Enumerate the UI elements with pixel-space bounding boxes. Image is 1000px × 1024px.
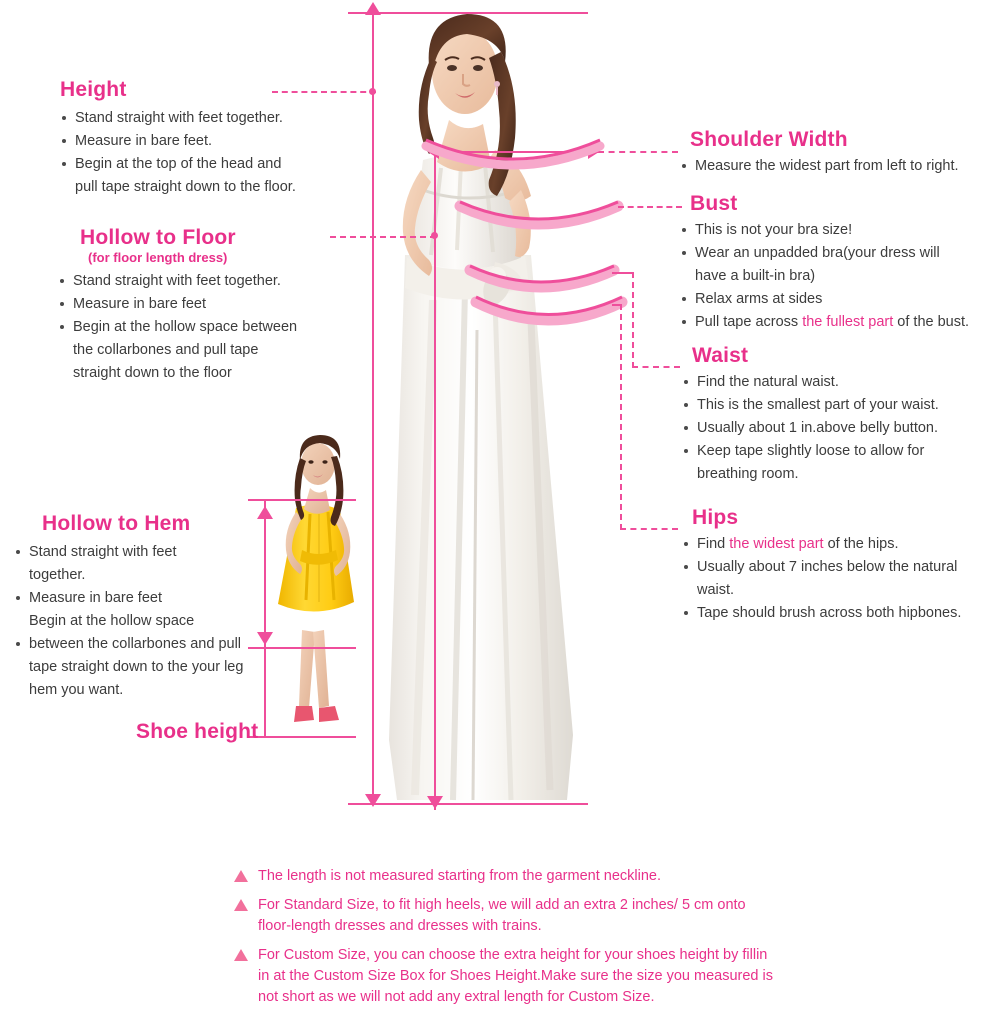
height-arrow-bottom	[365, 794, 381, 807]
note-2	[232, 895, 872, 937]
list-item: This is the smallest part of your waist.	[682, 395, 992, 415]
waist-connector-label	[632, 366, 680, 368]
list-item: Stand straight with feet together.	[60, 108, 360, 128]
list-item: straight down to the floor	[73, 365, 232, 381]
warning-triangle-icon	[234, 870, 248, 882]
height-top-cap	[348, 12, 588, 14]
list-item: the collarbones and pull tape	[73, 342, 259, 358]
list-item: Usually about 7 inches below the natural	[682, 557, 992, 577]
note-line: not short as we will not add any extral length for Custom Size.	[258, 989, 655, 1005]
shoe-height-header: Shoe height	[136, 720, 259, 743]
list-item: Relax arms at sides	[680, 289, 998, 309]
hips-highlight: the widest part	[729, 536, 824, 552]
shoulder-width-header: Shoulder Width	[690, 128, 848, 151]
hips-header: Hips	[692, 506, 739, 529]
hollow-to-floor-bullets	[46, 271, 356, 383]
hollow-to-floor-subtitle: (for floor length dress)	[88, 250, 228, 265]
list-item: Stand straight with feet	[14, 542, 272, 562]
hollow-to-hem-section	[14, 512, 272, 703]
hips-section	[692, 506, 992, 626]
list-item: Keep tape slightly loose to allow for	[682, 441, 992, 461]
list-item: Measure in bare feet.	[60, 131, 360, 151]
list-item: Measure in bare feet	[58, 294, 356, 314]
list-item: pull tape straight down to the floor.	[75, 179, 296, 195]
list-item: tape straight down to the your leg	[29, 659, 244, 675]
bust-connector	[618, 206, 682, 208]
list-item: waist.	[697, 582, 735, 598]
list-item: Find the natural waist.	[682, 372, 992, 392]
note-line: The length is not measured starting from the garment neckline.	[258, 868, 661, 884]
note-1	[232, 866, 872, 887]
shoulder-tape-curve	[418, 136, 608, 178]
hollow-to-hem-top-cap	[248, 499, 356, 501]
list-item: Begin at the top of the head and	[60, 154, 360, 174]
waist-bullets	[682, 372, 992, 484]
note-line: For Standard Size, to fit high heels, we will add an extra 2 inches/ 5 cm onto	[258, 897, 746, 913]
warning-triangle-icon	[234, 949, 248, 961]
list-item: hem you want.	[29, 682, 124, 698]
hips-connector-label	[620, 528, 678, 530]
footer-notes	[232, 866, 872, 1016]
note-line: For Custom Size, you can choose the extra height for your shoes height by fillin	[258, 947, 768, 963]
list-item: Measure the widest part from left to right.	[680, 156, 990, 176]
height-bottom-cap	[348, 803, 588, 805]
list-item: Tape should brush across both hipbones.	[682, 603, 992, 623]
warning-triangle-icon	[234, 899, 248, 911]
list-item: Pull tape across the fullest part of the bust.	[680, 312, 998, 332]
waist-header: Waist	[692, 344, 749, 367]
list-item: together.	[29, 567, 86, 583]
list-item: have a built-in bra)	[695, 268, 816, 284]
shoulder-width-connector	[598, 151, 678, 153]
list-item: Measure in bare feet	[14, 588, 272, 608]
bust-header: Bust	[690, 192, 738, 215]
hollow-to-floor-header: Hollow to Floor	[80, 226, 236, 249]
shoe-height-cap	[248, 736, 356, 738]
hollow-to-floor-section	[46, 226, 356, 386]
list-item: Begin at the hollow space between	[58, 317, 356, 337]
bust-tape-curve	[450, 198, 630, 244]
bust-bullets	[680, 220, 998, 332]
hips-connector-v	[620, 304, 622, 530]
list-item: Begin at the hollow space	[29, 613, 195, 629]
bust-section	[690, 192, 998, 335]
list-item: Stand straight with feet together.	[58, 271, 356, 291]
list-item: Usually about 1 in.above belly button.	[682, 418, 992, 438]
list-item: Find the widest part of the hips.	[682, 534, 992, 554]
height-section	[60, 78, 360, 200]
waist-connector-v	[632, 272, 634, 368]
hollow-to-hem-header: Hollow to Hem	[42, 512, 191, 535]
height-line-dot	[369, 88, 376, 95]
waist-section	[692, 344, 992, 487]
waist-connector-h	[612, 272, 634, 274]
shoulder-width-section	[690, 128, 990, 179]
yellow-dress-photo	[262, 430, 372, 750]
list-item: Wear an unpadded bra(your dress will	[680, 243, 998, 263]
list-item: between the collarbones and pull	[14, 634, 272, 654]
note-3	[232, 945, 872, 1008]
hollow-to-floor-guide-line	[434, 150, 436, 810]
hips-bullets	[682, 534, 992, 623]
hips-tape-curve	[468, 292, 630, 340]
height-guide-line	[372, 14, 374, 804]
list-item: breathing room.	[697, 466, 799, 482]
hollow-to-floor-arrow	[427, 796, 443, 809]
note-line: floor-length dresses and dresses with trains.	[258, 918, 542, 934]
hollow-to-hem-bullets	[14, 542, 272, 700]
shoulder-width-bullets	[680, 156, 990, 176]
shoe-height-section	[136, 720, 258, 744]
height-header: Height	[60, 78, 127, 101]
height-bullets	[60, 108, 360, 197]
note-line: in at the Custom Size Box for Shoes Height.Make sure the size you measured is	[258, 968, 773, 984]
list-item: This is not your bra size!	[680, 220, 998, 240]
bust-highlight: the fullest part	[802, 314, 894, 330]
bride-photo	[345, 0, 610, 810]
